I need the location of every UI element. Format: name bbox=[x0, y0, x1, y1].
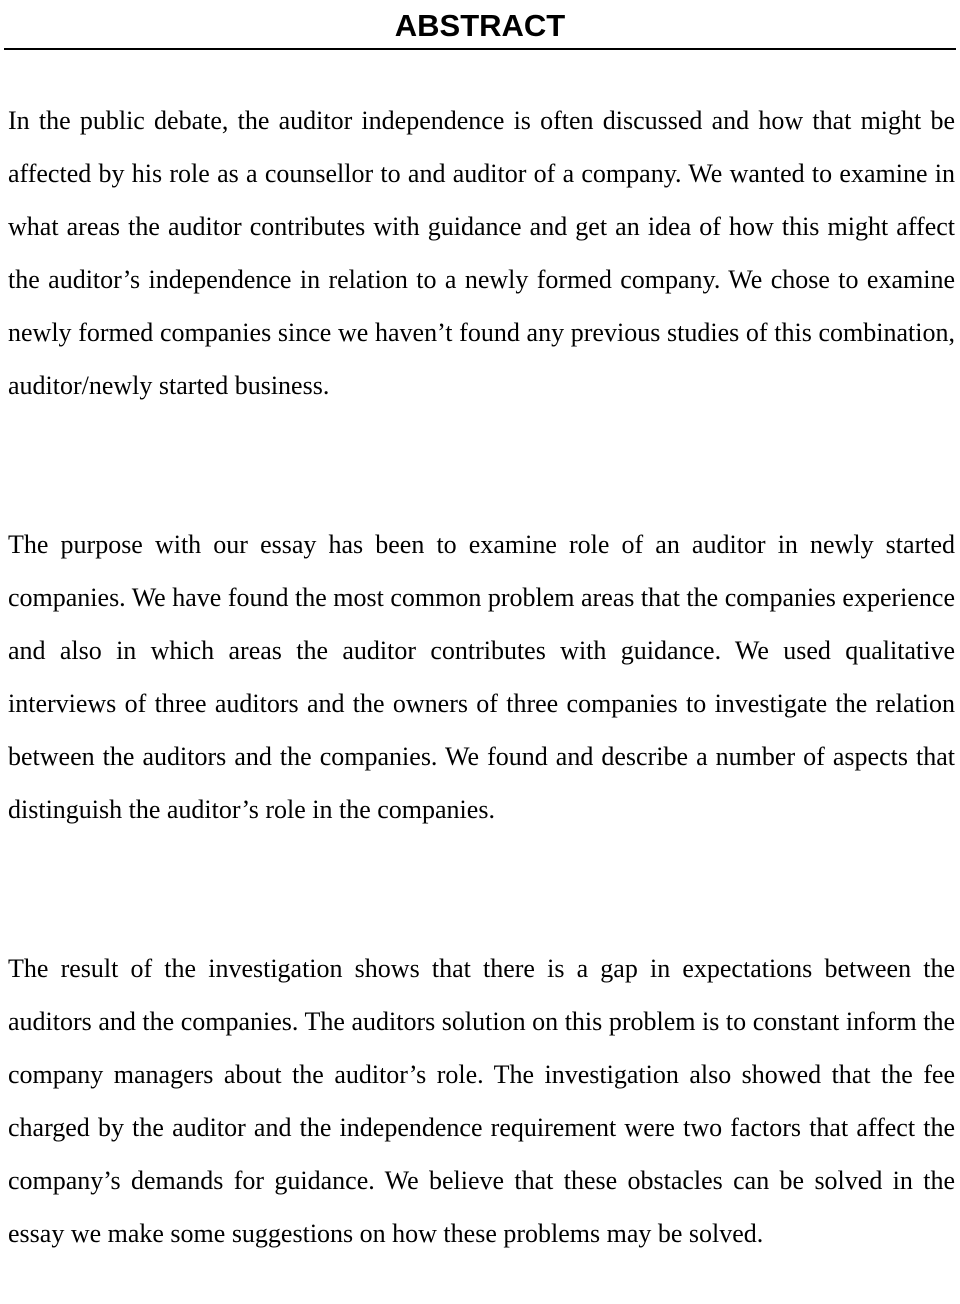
page-title: ABSTRACT bbox=[394, 8, 566, 43]
abstract-paragraph-2: The purpose with our essay has been to examine role of an auditor in newly started companies. We have found the most common problem areas that the companies experience and also in which areas the auditor contributes with guidance. We used qualitative interviews of three auditors and the owners of three companies to investigate the relation between the auditors and the companies. We found and describe a number of aspects that distinguish the auditor’s role in the companies. bbox=[8, 530, 955, 824]
title-underline bbox=[4, 48, 956, 50]
abstract-paragraph-3: The result of the investigation shows that there is a gap in expectations between the auditors and the companies. The auditors solution on this problem is to constant inform the company managers about the auditor’s role. The investigation also showed that the fee charged by the auditor and the independence requirement were two factors that affect the company’s demands for guidance. We believe that these obstacles can be solved in the essay we make some suggestions on how these problems may be solved. bbox=[8, 954, 955, 1248]
abstract-paragraph-1: In the public debate, the auditor independence is often discussed and how that might be affected by his role as a counsellor to and auditor of a company. We wanted to examine in what areas the auditor contributes with guidance and get an idea of how this might affect the auditor’s independence in relation to a newly formed company. We chose to examine newly formed companies since we haven’t found any previous studies of this combination, auditor/newly started business. bbox=[8, 106, 955, 400]
